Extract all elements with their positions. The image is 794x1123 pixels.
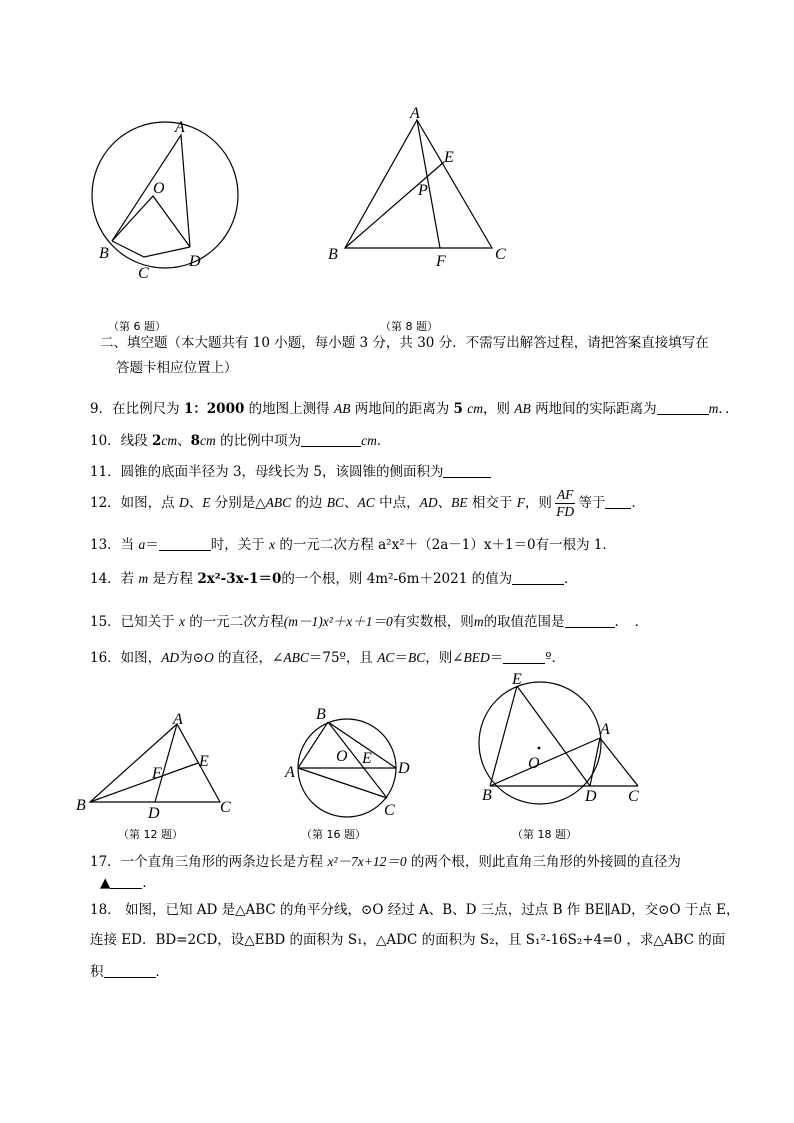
question-18-line2: 连接 ED．BD=2CD，设△EBD 的面积为 S₁，△ADC 的面积为 S₂，且 S₁²-16S₂+4=0 ，求△ABC 的面 <box>90 932 726 948</box>
label-A: A <box>600 721 610 738</box>
question-18-line3: 积 ． <box>90 964 169 980</box>
answer-blank-15[interactable] <box>565 615 615 628</box>
figure-16 <box>280 705 420 820</box>
question-18-line1: 18． 如图，已知 AD 是△ABC 的角平分线，⊙O 经过 A、B、D 三点，过点 B 作 BE∥AD，交⊙O 于点 E， <box>90 902 740 918</box>
question-10: 10．线段 2cm、8cm 的比例中项为 cm． <box>90 433 391 449</box>
question-15: 15．已知关于 x 的一元二次方程(m－1)x²＋x＋1＝0有实数根，则m的取值范围是 ． ． <box>90 614 649 630</box>
label-F: F <box>152 765 162 782</box>
label-B: B <box>316 706 326 723</box>
figure-8 <box>320 100 520 270</box>
label-B: B <box>76 797 86 814</box>
label-B: B <box>328 246 338 263</box>
question-16: 16．如图，AD为⊙O 的直径，∠ABC＝75º，且 AC＝BC，则∠BED＝ º． <box>90 650 566 666</box>
label-O: O <box>528 755 540 772</box>
answer-blank-12[interactable] <box>605 496 631 509</box>
answer-blank-11[interactable] <box>443 465 491 478</box>
section-2-heading <box>100 331 730 381</box>
label-E: E <box>362 750 372 767</box>
question-17: 17．一个直角三角形的两条边长是方程 x²－7x+12＝0 的两个根，则此直角三角形的外接圆的直径为 <box>90 854 681 870</box>
answer-blank-14[interactable] <box>512 572 564 585</box>
label-E: E <box>444 149 454 166</box>
section-2-line1: 二、填空题（本大题共有 10 小题，每小题 3 分，共 30 分．不需写出解答过程，请把答案直接填写在 <box>100 335 709 351</box>
answer-blank-10[interactable] <box>301 434 361 447</box>
label-A: A <box>285 764 295 781</box>
fraction-af-fd: $\frac{AF}{FD}$ <box>556 487 575 519</box>
label-O: O <box>336 748 348 765</box>
answer-blank-9[interactable] <box>657 402 709 415</box>
answer-blank-17[interactable] <box>110 876 142 889</box>
label-A: A <box>410 105 420 122</box>
label-B: B <box>482 787 492 804</box>
question-14: 14．若 m 是方程 2x²-3x-1＝0的一个根，则 4m²-6m＋2021 的值为 ． <box>90 571 578 587</box>
label-B: B <box>99 245 109 262</box>
label-P: P <box>418 182 428 199</box>
label-C: C <box>628 788 639 805</box>
label-C: C <box>220 799 231 816</box>
question-9: 9．在比例尺为 1：2000 的地图上测得 AB 两地间的距离为 5 cm，则 AB 两地间的实际距离为 m．． <box>90 401 739 417</box>
figure-6 <box>85 110 245 285</box>
question-12: 12．如图，点 D、E 分别是△ABC 的边 BC、AC 中点，AD、BE 相交于 F，则 $\frac{AF}{FD}$ 等于 ． <box>90 487 645 519</box>
label-E: E <box>512 671 522 688</box>
label-D: D <box>398 760 410 777</box>
answer-blank-13[interactable] <box>159 538 211 551</box>
caption-fig12: （第 12 题） <box>118 828 183 841</box>
caption-fig6: （第 6 题） <box>108 320 166 333</box>
label-C: C <box>384 802 395 819</box>
answer-blank-18[interactable] <box>104 965 156 978</box>
label-C: C <box>495 246 506 263</box>
caption-fig18: （第 18 题） <box>512 828 577 841</box>
question-11: 11．圆锥的底面半径为 3，母线长为 5，该圆锥的侧面积为 <box>90 460 491 480</box>
label-D: D <box>189 253 201 270</box>
caption-fig16: （第 16 题） <box>301 828 366 841</box>
label-O: O <box>153 180 165 197</box>
label-A: A <box>175 119 185 136</box>
question-13: 13．当 a＝ 时，关于 x 的一元二次方程 a²x²＋（2a－1）x＋1＝0有一根为 1． <box>90 537 617 553</box>
caption-fig8: （第 8 题） <box>380 320 438 333</box>
label-E: E <box>199 753 209 770</box>
figure-18 <box>470 670 650 810</box>
label-C: C <box>138 265 149 282</box>
label-D: D <box>585 788 597 805</box>
label-A: A <box>173 712 183 728</box>
answer-blank-16[interactable] <box>503 651 545 664</box>
figure-12 <box>70 712 240 822</box>
label-D: D <box>148 805 160 822</box>
section-2-line2: 答题卡相应位置上） <box>116 360 238 376</box>
question-17-answer: ▲ ． <box>100 875 156 891</box>
label-F: F <box>436 253 446 270</box>
